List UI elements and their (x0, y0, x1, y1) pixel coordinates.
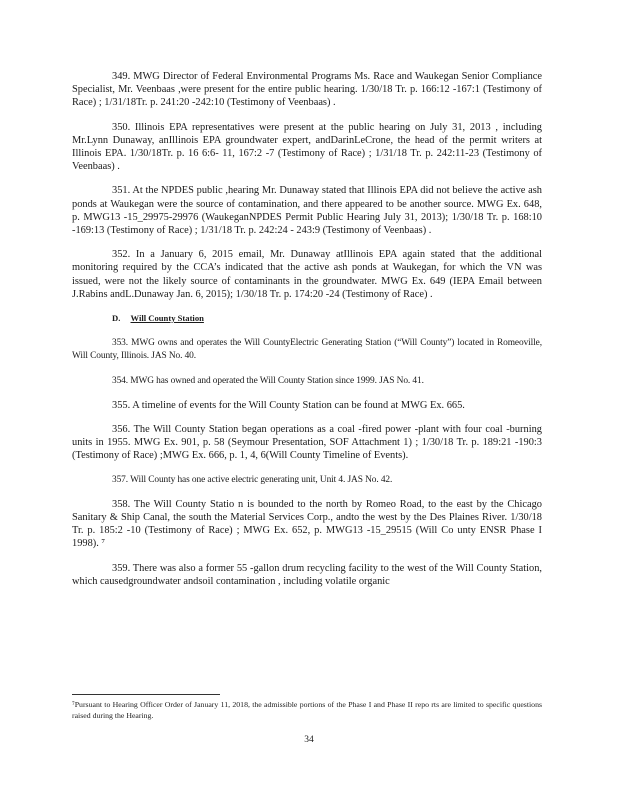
paragraph-356: 356. The Will County Station began operations as a coal -fired power -plant with four coal -burning units in 1955. MWG Ex. 901, p. 58 (Seymour Presentation, SOF Attachment 1) ; 1/30/18 Tr. p. 189:21 -190:3 (Testimony of Race) ;MWG Ex. 666, p. 1, 4, 6(Will County Timeline of Events). (72, 424, 542, 462)
footnote-7: ⁷Pursuant to Hearing Officer Order of January 11, 2018, the admissible portions of the Phase I and Phase II repo rts are limited to specific questions raised during the Hearing. (72, 700, 542, 720)
paragraph-350: 350. Illinois EPA representatives were present at the public hearing on July 31, 2013 , including Mr.Lynn Dunaway, anIllinois EPA groundwater expert, andDarinLeCrone, the head of the permit writers at Illinois EPA. 1/30/18Tr. p. 16 6:6- 11, 167:2 -7 (Testimony of Race) ; 1/31/18 Tr. p. 242:11-23 (Testimony of Veenbaas) . (72, 121, 542, 173)
section-heading-letter: D. (112, 313, 121, 324)
paragraph-357: 357. Will County has one active electric generating unit, Unit 4. JAS No. 42. (112, 474, 393, 485)
paragraph-352: 352. In a January 6, 2015 email, Mr. Dunaway atIllinois EPA again stated that the additional monitoring required by the CCA’s indicated that the active ash ponds at Waukegan, for which the VN was issued, were not the likely source of contaminants in the groundwater. MWG Ex. 649 (IEPA Email between J.Rabins andL.Dunaway Jan. 6, 2015); 1/30/18 Tr. p. 174:20 -24 (Testimony of Race) . (72, 249, 542, 300)
paragraph-355: 355. A timeline of events for the Will County Station can be found at MWG Ex. 665. (112, 399, 465, 411)
paragraph-353: 353. MWG owns and operates the Will CountyElectric Generating Station (“Will County”) located in Romeoville, Will County, Illinois. JAS No. 40. (72, 338, 542, 362)
page-number: 34 (304, 735, 314, 745)
section-heading-title: Will County Station (130, 313, 204, 324)
document-body (72, 70, 542, 599)
section-heading (112, 312, 542, 325)
paragraph-351: 351. At the NPDES public ,hearing Mr. Dunaway stated that Illinois EPA did not believe the active ash ponds at Waukegan were the source of contamination, and there appeared to be another source. MWG Ex. 648, p. MWG13 -15_29975-29976 (WaukeganNPDES Permit Public Hearing July 31, 2013); 1/30/18 Tr. p. 168:10 -169:13 (Testimony of Race) ; 1/31/18 Tr. p. 242:24 - 243:9 (Testimony of Veenbaas) . (72, 185, 542, 237)
paragraph-359: 359. There was also a former 55 -gallon drum recycling facility to the west of the Will County Station, which causedgroundwater andsoil contamination , including volatile organic (72, 562, 542, 587)
paragraph-349: 349. MWG Director of Federal Environmental Programs Ms. Race and Waukegan Senior Compliance Specialist, Mr. Veenbaas ,were present for the entire public hearing. 1/30/18 Tr. p. 166:12 -167:1 (Testimony of Race) ; 1/31/18Tr. p. 241:20 -242:10 (Testimony of Veenbaas) . (72, 71, 542, 109)
paragraph-354: 354. MWG has owned and operated the Will County Station since 1999. JAS No. 41. (112, 375, 424, 386)
footnote-divider (72, 694, 220, 695)
paragraph-358: 358. The Will County Statio n is bounded to the north by Romeo Road, to the east by the Chicago Sanitary & Ship Canal, the south the Material Services Corp., andto the west by the Des Plaines River. 1/30/18 Tr. p. 185:2 -10 (Testimony of Race) ; MWG Ex. 652, p. MWG13 -15_29515 (Will Co unty ENSR Phase I 1998). ⁷ (72, 498, 542, 550)
